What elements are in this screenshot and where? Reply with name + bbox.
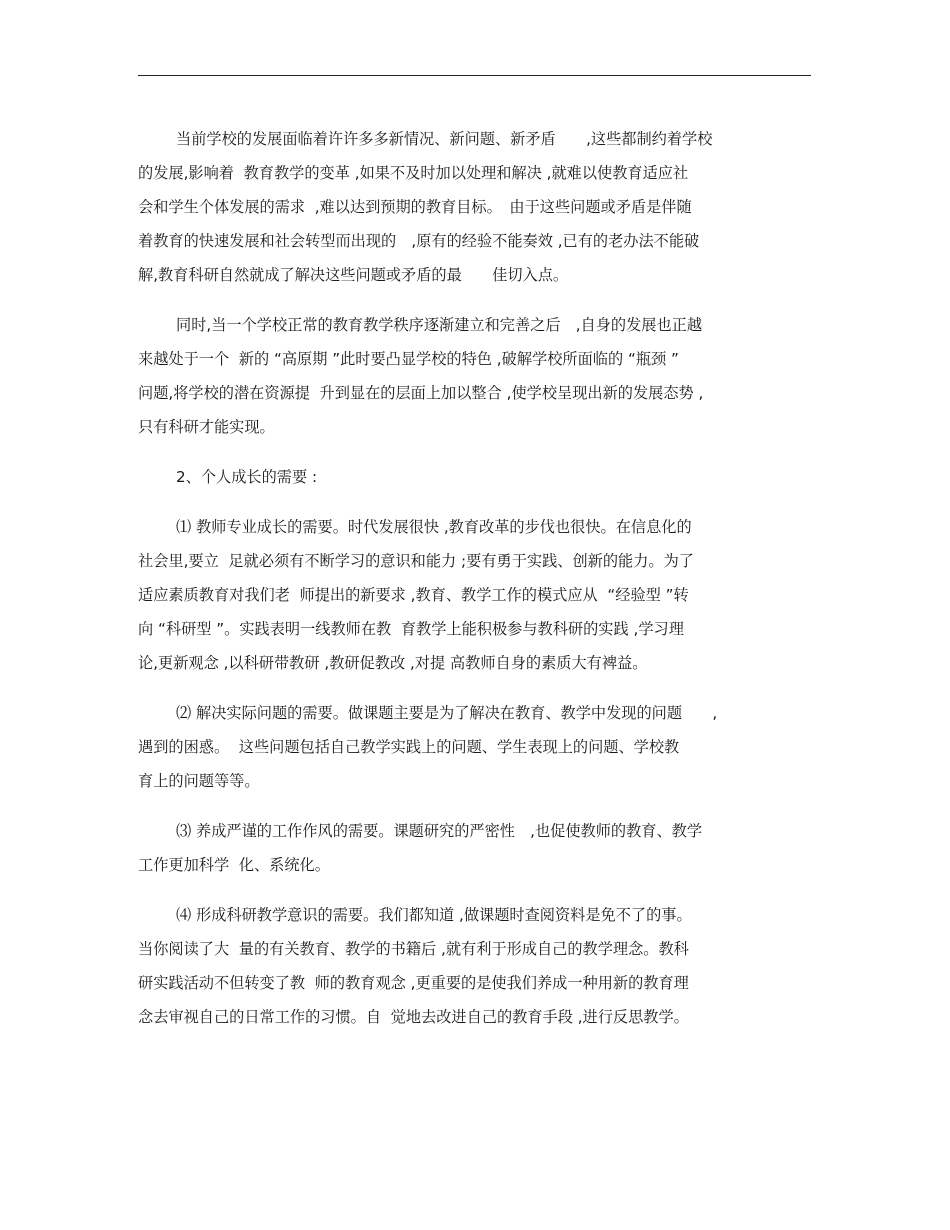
section-heading-personal-growth bbox=[138, 460, 812, 494]
text-line: 工作更加科学 化、系统化。 bbox=[138, 856, 330, 874]
text-line: 的发展,影响着 教育教学的变革 ,如果不及时加以处理和解决 ,就难以使教育适应社 bbox=[138, 164, 689, 182]
text-line: 研实践活动不但转变了教 师的教育观念 ,更重要的是使我们养成一种用新的教育理 bbox=[138, 974, 689, 992]
text-line: ⑴ 教师专业成长的需要。时代发展很快 ,教育改革的步伐也很快。在信息化的 bbox=[176, 518, 692, 536]
text-line: 来越处于一个 新的 “高原期 ”此时要凸显学校的特色 ,破解学校所面临的 “瓶颈 ” bbox=[138, 350, 679, 368]
text-line: 育上的问题等等。 bbox=[138, 772, 260, 790]
text-line: 向 “科研型 ”。实践表明一线教师在教 育教学上能积极参与教科研的实践 ,学习理 bbox=[138, 620, 684, 638]
text-line: 会和学生个体发展的需求 ,难以达到预期的教育目标。 由于这些问题或矛盾是伴随 bbox=[138, 198, 692, 216]
paragraph-item-1 bbox=[138, 510, 812, 680]
text-line: ⑵ 解决实际问题的需要。做课题主要是为了解决在教育、教学中发现的问题 , bbox=[176, 704, 718, 722]
text-line: 同时,当一个学校正常的教育教学秩序逐渐建立和完善之后 ,自身的发展也正越 bbox=[176, 316, 703, 334]
text-line: 论,更新观念 ,以科研带教研 ,教研促教改 ,对提 高教师自身的素质大有裨益。 bbox=[138, 654, 648, 672]
text-line: 当你阅读了大 量的有关教育、教学的书籍后 ,就有利于形成自己的教学理念。教科 bbox=[138, 940, 689, 958]
heading-line: 2、个人成长的需要 : bbox=[176, 468, 318, 486]
document-body bbox=[138, 122, 812, 1034]
header-rule bbox=[138, 75, 811, 76]
text-line: ⑶ 养成严谨的工作作风的需要。课题研究的严密性 ,也促使教师的教育、教学 bbox=[176, 822, 703, 840]
paragraph-item-3 bbox=[138, 814, 812, 882]
text-line: 解,教育科研自然就成了解决这些问题或矛盾的最 佳切入点。 bbox=[138, 266, 569, 284]
paragraph-school-development bbox=[138, 122, 812, 292]
text-line: 社会里,要立 足就必须有不断学习的意识和能力 ;要有勇于实践、创新的能力。为了 bbox=[138, 552, 694, 570]
paragraph-item-4 bbox=[138, 898, 812, 1034]
text-line: 着教育的快速发展和社会转型而出现的 ,原有的经验不能奏效 ,已有的老办法不能破 bbox=[138, 232, 700, 250]
text-line: 适应素质教育对我们老 师提出的新要求 ,教育、教学工作的模式应从 “经验型 ”转 bbox=[138, 586, 689, 604]
text-line: 问题,将学校的潜在资源提 升到显在的层面上加以整合 ,使学校呈现出新的发展态势 , bbox=[138, 384, 704, 402]
text-line: 念去审视自己的日常工作的习惯。自 觉地去改进自己的教育手段 ,进行反思教学。 bbox=[138, 1008, 689, 1026]
text-line: 遇到的困惑。 这些问题包括自己教学实践上的问题、学生表现上的问题、学校教 bbox=[138, 738, 680, 756]
paragraph-item-2 bbox=[138, 696, 812, 798]
text-line: 当前学校的发展面临着许许多多新情况、新问题、新矛盾 ,这些都制约着学校 bbox=[176, 130, 713, 148]
text-line: ⑷ 形成科研教学意识的需要。我们都知道 ,做课题时查阅资料是免不了的事。 bbox=[176, 906, 692, 924]
paragraph-school-features bbox=[138, 308, 812, 444]
text-line: 只有科研才能实现。 bbox=[138, 418, 275, 436]
